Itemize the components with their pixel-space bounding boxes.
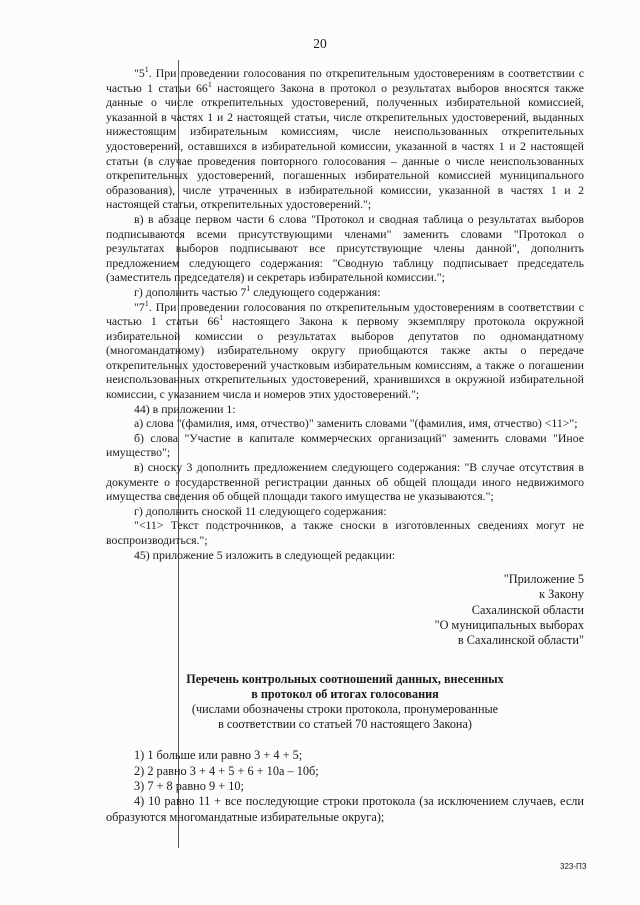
list-item: 2) 2 равно 3 + 4 + 5 + 6 + 10а – 10б; — [134, 763, 319, 778]
appendix-line: Сахалинской области — [471, 602, 584, 617]
appendix-line: в Сахалинской области" — [457, 633, 584, 647]
appendix-line: к Закону — [539, 587, 584, 602]
section-note: (числами обозначены строки протокола, пронумерованные в соответствии со статьей 70 настоящего Закона) — [191, 702, 499, 732]
appendix-line: "О муниципальных выборах — [434, 617, 584, 632]
paragraph-5-1: "$5^1$. При проведении голосования по открепительным удостоверениям в соответствии с частью 1 статьи $66^1$ настоящего Закона в протокол о результатах выборов вносятся также данные о числе открепительных удостоверений, полученных избирательной комиссией, указанной в частях 1 и 2 настоящей статьи, числе открепительных удостоверений, выданных нижестоящим избирательным комиссиям, числе неиспользованных открепительных удостоверений, оставшихся в избирательной комиссии, указанной в частях 1 и 2 настоящей статьи (в случае проведения повторного голосования – данные о числе неиспользованных открепительных удостоверений, погашенных избирательной комиссией муниципального образования), числе утраченных в избирательной комиссии, указанной в частях 1 и 2 настоящей статьи, открепительных удостоверений."; — [106, 65, 584, 212]
control-ratio-list — [106, 748, 584, 825]
page-number: 20 — [313, 36, 327, 51]
appendix-line: "Приложение 5 — [503, 572, 584, 587]
paragraph-item-45: 45) приложение 5 изложить в следующей редакции: — [134, 547, 396, 562]
list-item: 4) 10 равно 11 + все последующие строки протокола (за исключением случаев, если образуются многомандатные избирательные округа); — [106, 794, 584, 824]
paragraph-item-44a: а) слова "(фамилия, имя, отчество)" заменить словами "(фамилия, имя, отчество) <11>"; — [134, 416, 578, 431]
section-title: Перечень контрольных соотношений данных, внесенных в протокол об итогах голосования — [186, 672, 504, 702]
appendix-header — [106, 572, 584, 648]
paragraph-7-1: "$7^1$. При проведении голосования по открепительным удостоверениям в соответствии с частью 1 статьи $66^1$ настоящего Закона к первому экземпляру протокола окружной избирательной комиссии о результатах выборов депутатов по одномандатному (многомандатному) избирательному округу приобщаются также акты о передаче открепительных удостоверений участковым избирательным комиссиям, а также о погашении неиспользованных открепительных удостоверений, хранившихся в окружной избирательной комиссии, с указанием числа и номеров этих удостоверений."; — [106, 298, 584, 402]
paragraph-item-44g: г) дополнить сноской 11 следующего содержания: — [134, 503, 387, 518]
paragraph-amendment-g: г) дополнить частью $7^1$ следующего содержания: — [134, 283, 381, 299]
paragraph-item-44v: в) сноску 3 дополнить предложением следующего содержания: "В случае отсутствия в документе о государственной регистрации данных об общей площади иного недвижимого имущества сведения об общей площади такого имущества не указываются."; — [106, 460, 584, 504]
list-item: 1) 1 больше или равно 3 + 4 + 5; — [134, 748, 303, 763]
document-body — [106, 66, 584, 825]
paragraph-amendment-v: в) в абзаце первом части 6 слова "Протокол и сводная таблица о результатах выборов подписываются всеми присутствующими членами" заменить словами "Протокол о результатах выборов подписывают все присутствующие члены данной", дополнить предложением следующего содержания: "Сводную таблицу подписывает председатель (заместитель председателя) и секретарь избирательной комиссии."; — [106, 211, 584, 285]
paragraph-item-44: 44) в приложении 1: — [134, 401, 236, 416]
list-item: 3) 7 + 8 равно 9 + 10; — [134, 779, 244, 794]
paragraph-item-44b: б) слова "Участие в капитале коммерческих организаций" заменить словами "Иное имущество"; — [106, 430, 584, 460]
document-code: 323-ПЗ — [560, 862, 587, 871]
paragraph-footnote-11: "<11> Текст подстрочников, а также сноски в изготовленных сведениях могут не воспроизводиться."; — [106, 518, 584, 547]
